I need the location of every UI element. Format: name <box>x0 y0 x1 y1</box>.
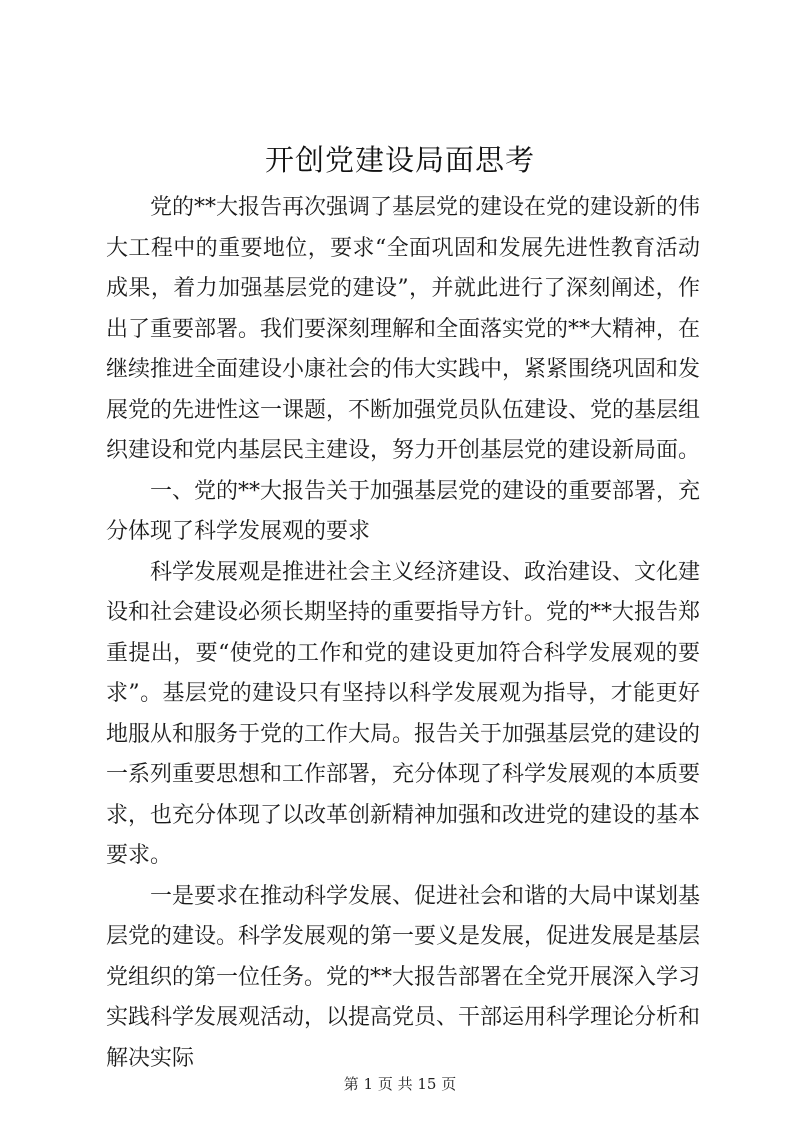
section-heading: 一、党的**大报告关于加强基层党的建设的重要部署，充分体现了科学发展观的要求 <box>106 478 701 544</box>
document-title: 开创党建设局面思考 <box>264 143 535 177</box>
page-number-footer: 第 1 页 共 15 页 <box>343 1075 457 1093</box>
paragraph: 科学发展观是推进社会主义经济建设、政治建设、文化建设和社会建设必须长期坚持的重要指导方针。党的**大报告郑重提出，要“使党的工作和党的建设更加符合科学发展观的要求”。基层党的建设只有坚持以科学发展观为指导，才能更好地服从和服务于党的工作大局。报告关于加强基层党的建设的一系列重要思想和工作部署，充分体现了科学发展观的本质要求，也充分体现了以改革创新精神加强和改进党的建设的基本要求。 <box>106 559 701 868</box>
paragraph: 一是要求在推动科学发展、促进社会和谐的大局中谋划基层党的建设。科学发展观的第一要义是发展，促进发展是基层党组织的第一位任务。党的**大报告部署在全党开展深入学习实践科学发展观活动，以提高党员、干部运用科学理论分析和解决实际 <box>106 883 701 1071</box>
paragraph: 党的**大报告再次强调了基层党的建设在党的建设新的伟大工程中的重要地位，要求“全面巩固和发展先进性教育活动成果，着力加强基层党的建设”，并就此进行了深刻阐述，作出了重要部署。我们要深刻理解和全面落实党的**大精神，在继续推进全面建设小康社会的伟大实践中，紧紧围绕巩固和发展党的先进性这一课题，不断加强党员队伍建设、党的基层组织建设和党内基层民主建设，努力开创基层党的建设新局面。 <box>106 195 701 463</box>
document-body <box>106 188 700 1079</box>
